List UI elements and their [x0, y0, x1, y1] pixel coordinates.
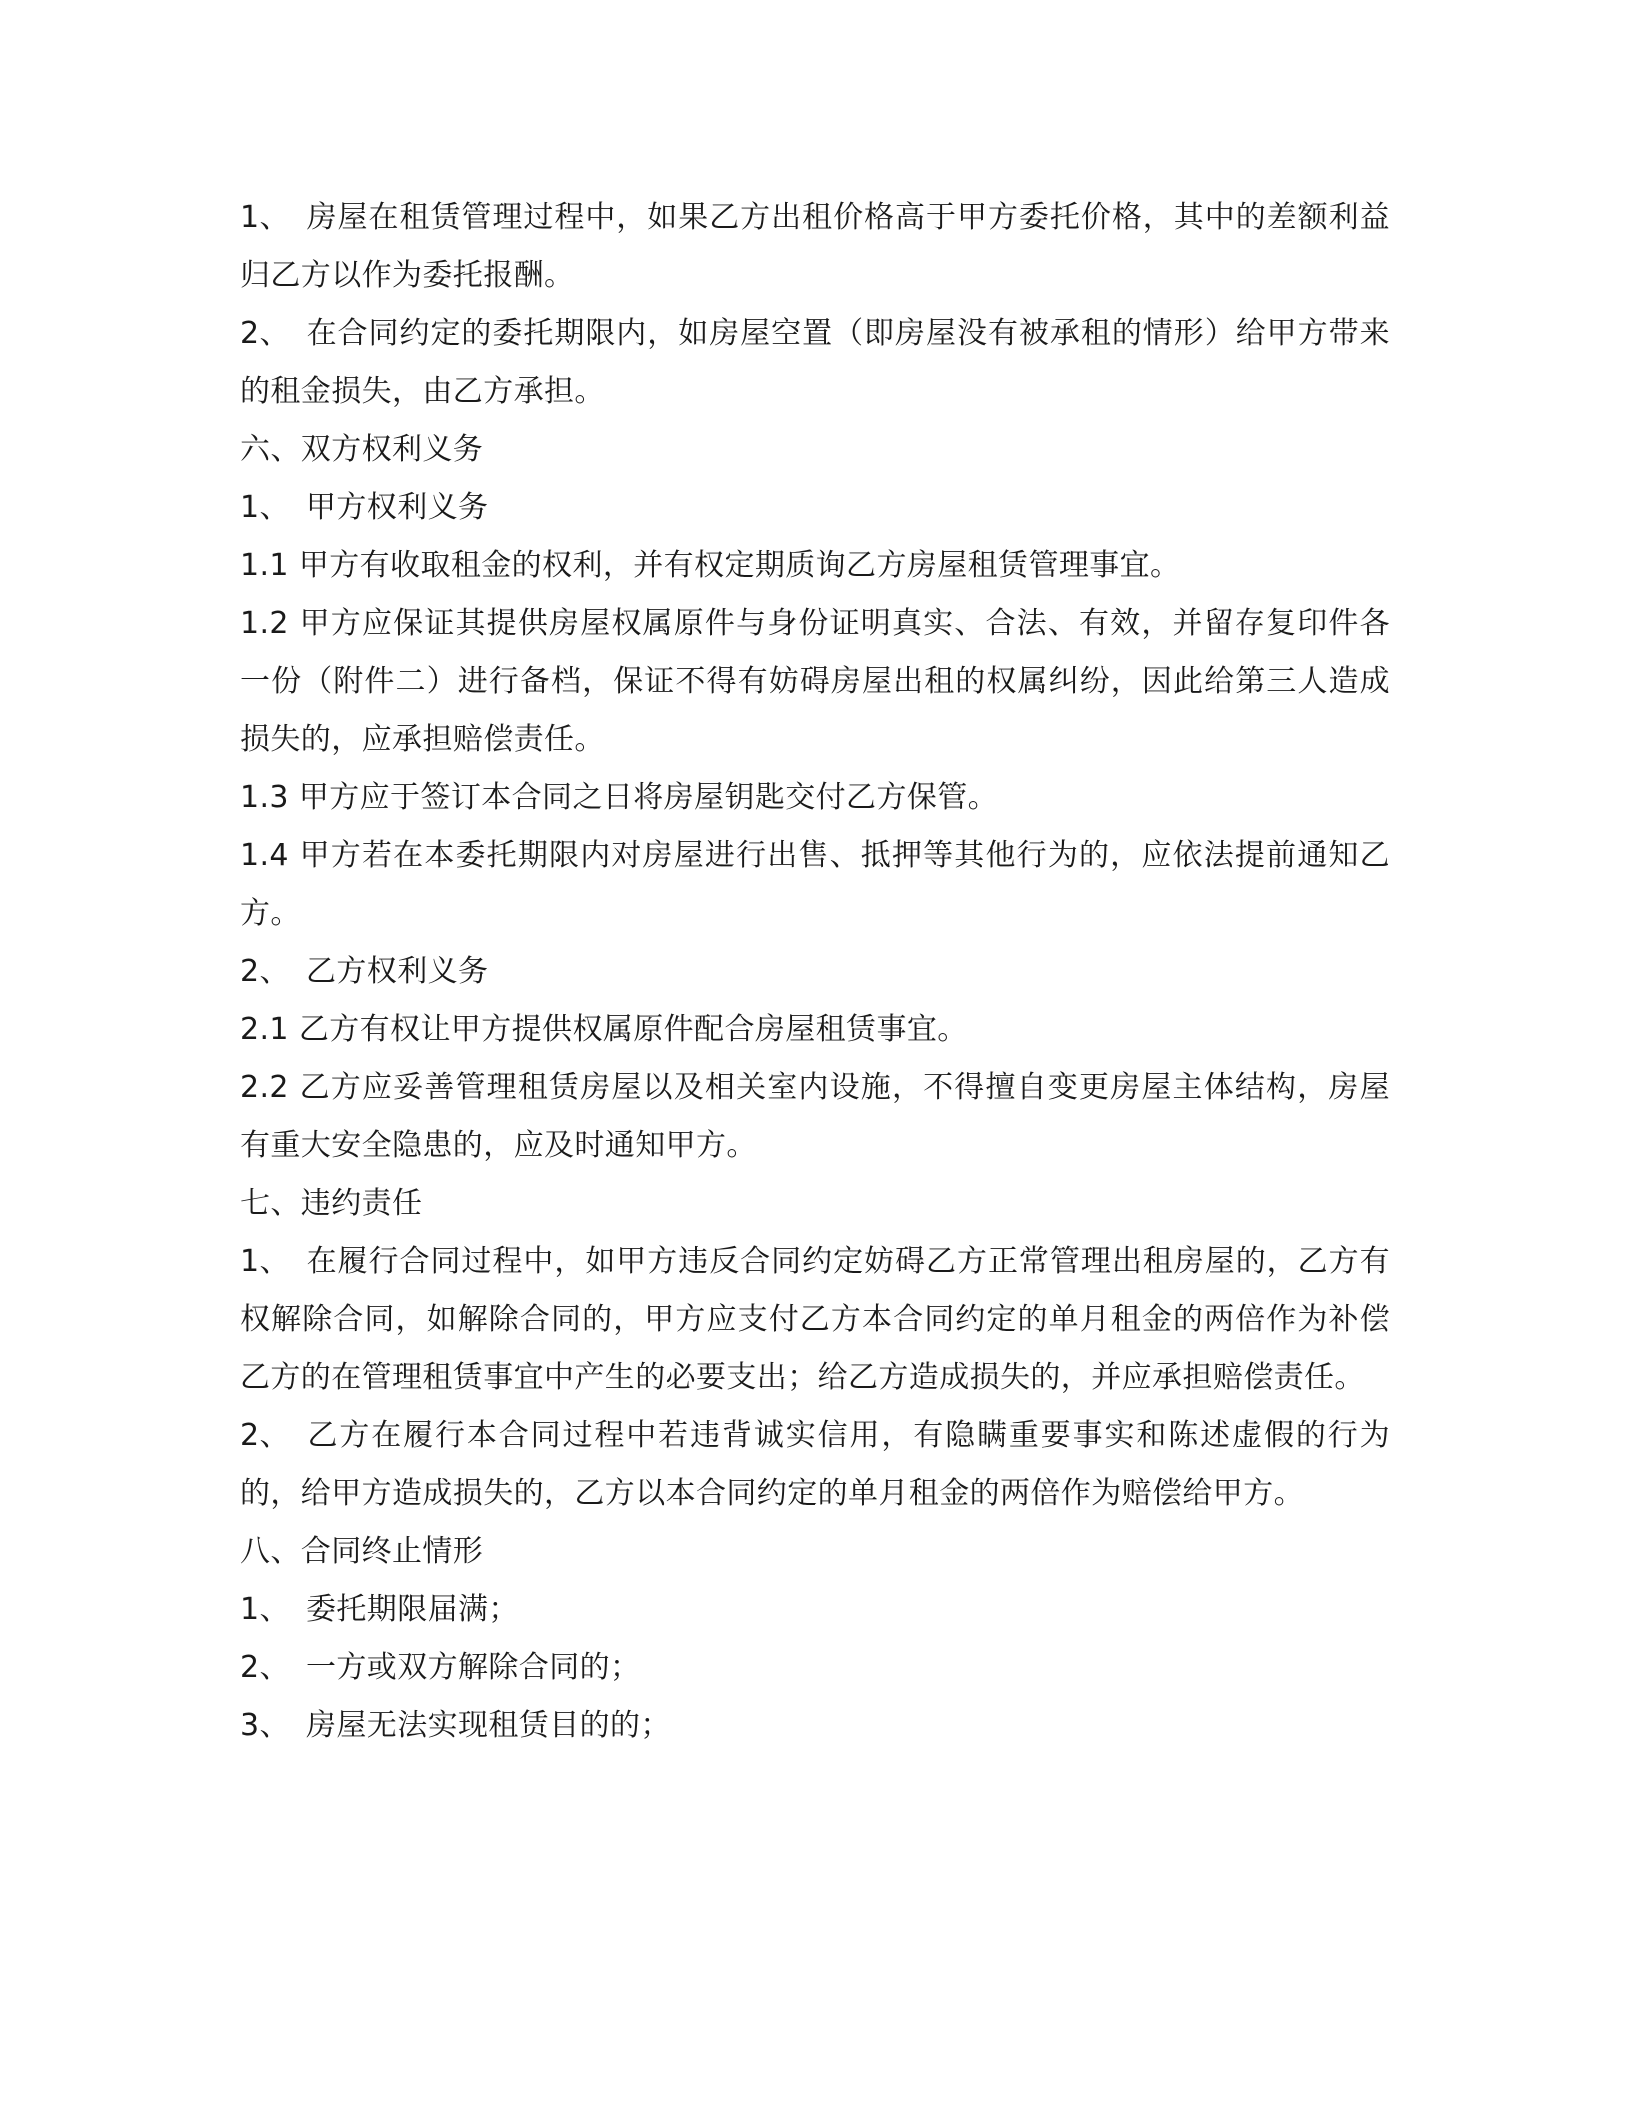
- clause-number: 2、: [240, 954, 290, 989]
- clause-8-2: [240, 1639, 1390, 1697]
- clause-5-1: [240, 189, 1390, 305]
- section-heading-8: 八、合同终止情形: [240, 1534, 484, 1569]
- clause-text: 在合同约定的委托期限内，如房屋空置（即房屋没有被承租的情形）给甲方带来的租金损失，由乙方承担。: [240, 316, 1390, 409]
- clause-text: 房屋在租赁管理过程中，如果乙方出租价格高于甲方委托价格，其中的差额利益归乙方以作为委托报酬。: [240, 200, 1390, 293]
- clause-number: 1、: [240, 490, 290, 525]
- clause-6-1: [240, 479, 1390, 537]
- clause-7-2: [240, 1407, 1390, 1523]
- section-heading-7: 七、违约责任: [240, 1186, 423, 1221]
- clause-text: 委托期限届满；: [306, 1592, 519, 1627]
- clause-6-2-1: 2.1 乙方有权让甲方提供权属原件配合房屋租赁事宜。: [240, 1012, 968, 1047]
- clause-text: 在履行合同过程中，如甲方违反合同约定妨碍乙方正常管理出租房屋的，乙方有权解除合同，如解除合同的，甲方应支付乙方本合同约定的单月租金的两倍作为补偿乙方的在管理租赁事宜中产生的必要支出；给乙方造成损失的，并应承担赔偿责任。: [240, 1244, 1390, 1395]
- document-page: [240, 189, 1390, 1755]
- clause-7-1: [240, 1233, 1390, 1407]
- clause-text: 一方或双方解除合同的；: [306, 1650, 641, 1685]
- clause-8-3: [240, 1697, 1390, 1755]
- clause-6-1-3: 1.3 甲方应于签订本合同之日将房屋钥匙交付乙方保管。: [240, 780, 999, 815]
- clause-number: 1、: [240, 1592, 290, 1627]
- clause-6-1-1: 1.1 甲方有收取租金的权利，并有权定期质询乙方房屋租赁管理事宜。: [240, 548, 1181, 583]
- clause-number: 1、: [240, 1244, 290, 1279]
- clause-text: 房屋无法实现租赁目的的；: [306, 1708, 671, 1743]
- clause-number: 2、: [240, 1650, 290, 1685]
- clause-text: 乙方在履行本合同过程中若违背诚实信用，有隐瞒重要事实和陈述虚假的行为的，给甲方造成损失的，乙方以本合同约定的单月租金的两倍作为赔偿给甲方。: [240, 1418, 1390, 1511]
- clause-5-2: [240, 305, 1390, 421]
- clause-number: 1、: [240, 200, 290, 235]
- clause-text: 乙方权利义务: [306, 954, 489, 989]
- clause-text: 甲方权利义务: [306, 490, 489, 525]
- clause-6-1-4: 1.4 甲方若在本委托期限内对房屋进行出售、抵押等其他行为的，应依法提前通知乙方。: [240, 838, 1390, 931]
- clause-6-2: [240, 943, 1390, 1001]
- clause-6-1-2: 1.2 甲方应保证其提供房屋权属原件与身份证明真实、合法、有效，并留存复印件各一份（附件二）进行备档，保证不得有妨碍房屋出租的权属纠纷，因此给第三人造成损失的，应承担赔偿责任。: [240, 606, 1390, 757]
- section-heading-6: 六、双方权利义务: [240, 432, 484, 467]
- clause-8-1: [240, 1581, 1390, 1639]
- clause-number: 3、: [240, 1708, 290, 1743]
- clause-number: 2、: [240, 316, 290, 351]
- clause-number: 2、: [240, 1418, 290, 1453]
- clause-6-2-2: 2.2 乙方应妥善管理租赁房屋以及相关室内设施，不得擅自变更房屋主体结构，房屋有重大安全隐患的，应及时通知甲方。: [240, 1070, 1390, 1163]
